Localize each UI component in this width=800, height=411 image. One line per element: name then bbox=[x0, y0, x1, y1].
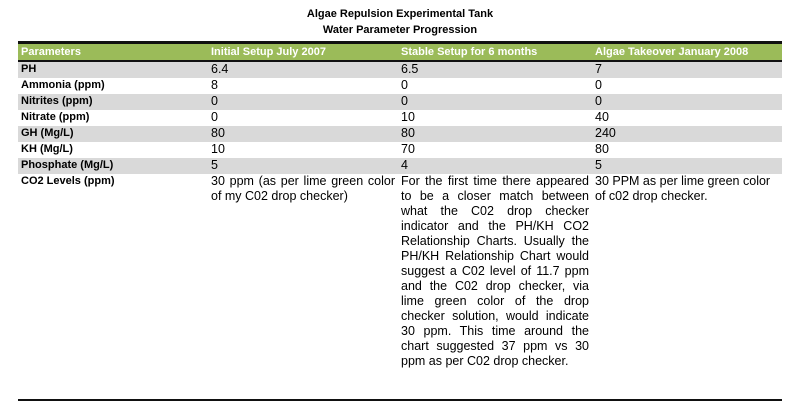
parameter-name: KH (Mg/L) bbox=[21, 143, 73, 155]
parameter-name: Nitrate (ppm) bbox=[21, 111, 90, 123]
column-header: Initial Setup July 2007 bbox=[211, 46, 326, 58]
parameter-value: 0 bbox=[211, 94, 218, 108]
parameter-value: 40 bbox=[595, 110, 609, 124]
parameter-value: 80 bbox=[401, 126, 415, 140]
parameter-value: 4 bbox=[401, 158, 408, 172]
table-row bbox=[18, 158, 782, 174]
parameter-value: 30 PPM as per lime green color of c02 drop checker. bbox=[595, 174, 771, 203]
table-header-row bbox=[18, 43, 782, 62]
parameter-name: Nitrites (ppm) bbox=[21, 95, 93, 107]
table-row bbox=[18, 61, 782, 78]
document-subtitle: Water Parameter Progression bbox=[322, 24, 478, 36]
parameter-value: 10 bbox=[211, 142, 225, 156]
table-row bbox=[18, 126, 782, 142]
parameter-value: 0 bbox=[401, 94, 408, 108]
bottom-rule bbox=[18, 399, 782, 401]
parameter-value: 7 bbox=[595, 62, 602, 76]
column-header: Algae Takeover January 2008 bbox=[595, 46, 749, 58]
water-parameter-table bbox=[18, 41, 782, 369]
parameter-name: PH bbox=[21, 63, 37, 75]
parameter-value: 70 bbox=[401, 142, 415, 156]
table-row bbox=[18, 110, 782, 126]
table-row bbox=[18, 174, 782, 369]
column-header: Parameters bbox=[21, 46, 81, 58]
parameter-value: 5 bbox=[211, 158, 218, 172]
parameter-value: 6.5 bbox=[401, 62, 419, 76]
parameter-name: GH (Mg/L) bbox=[21, 127, 74, 139]
parameter-value: 0 bbox=[595, 94, 602, 108]
table-row bbox=[18, 78, 782, 94]
parameter-name: Phosphate (Mg/L) bbox=[21, 159, 114, 171]
parameter-value: 30 ppm (as per lime green color of my C02 drop checker) bbox=[211, 174, 395, 203]
parameter-value: 0 bbox=[401, 78, 408, 92]
parameter-value: 80 bbox=[211, 126, 225, 140]
parameter-value: 10 bbox=[401, 110, 415, 124]
parameter-value: 6.4 bbox=[211, 62, 229, 76]
parameter-value: 0 bbox=[211, 110, 218, 124]
parameter-value: For the first time there appeared to be a closer match between what the C02 drop checker indicator and the PH/KH CO2 Relationship Charts. Usually the PH/KH Relationship Chart would suggest a C02 level of 11.7 ppm and the C02 drop checker, via lime green color of the drop checker solution, would indicate 30 ppm. This time around the chart suggested 37 ppm vs 30 ppm as per C02 drop checker. bbox=[401, 174, 589, 368]
parameter-value: 0 bbox=[595, 78, 602, 92]
parameter-value: 8 bbox=[211, 78, 218, 92]
table-row bbox=[18, 142, 782, 158]
table-row bbox=[18, 94, 782, 110]
document-title: Algae Repulsion Experimental Tank bbox=[306, 8, 494, 20]
parameter-value: 240 bbox=[595, 126, 616, 140]
parameter-value: 80 bbox=[595, 142, 609, 156]
column-header: Stable Setup for 6 months bbox=[401, 46, 538, 58]
parameter-name: Ammonia (ppm) bbox=[21, 79, 105, 91]
parameter-name: CO2 Levels (ppm) bbox=[21, 175, 115, 187]
parameter-value: 5 bbox=[595, 158, 602, 172]
